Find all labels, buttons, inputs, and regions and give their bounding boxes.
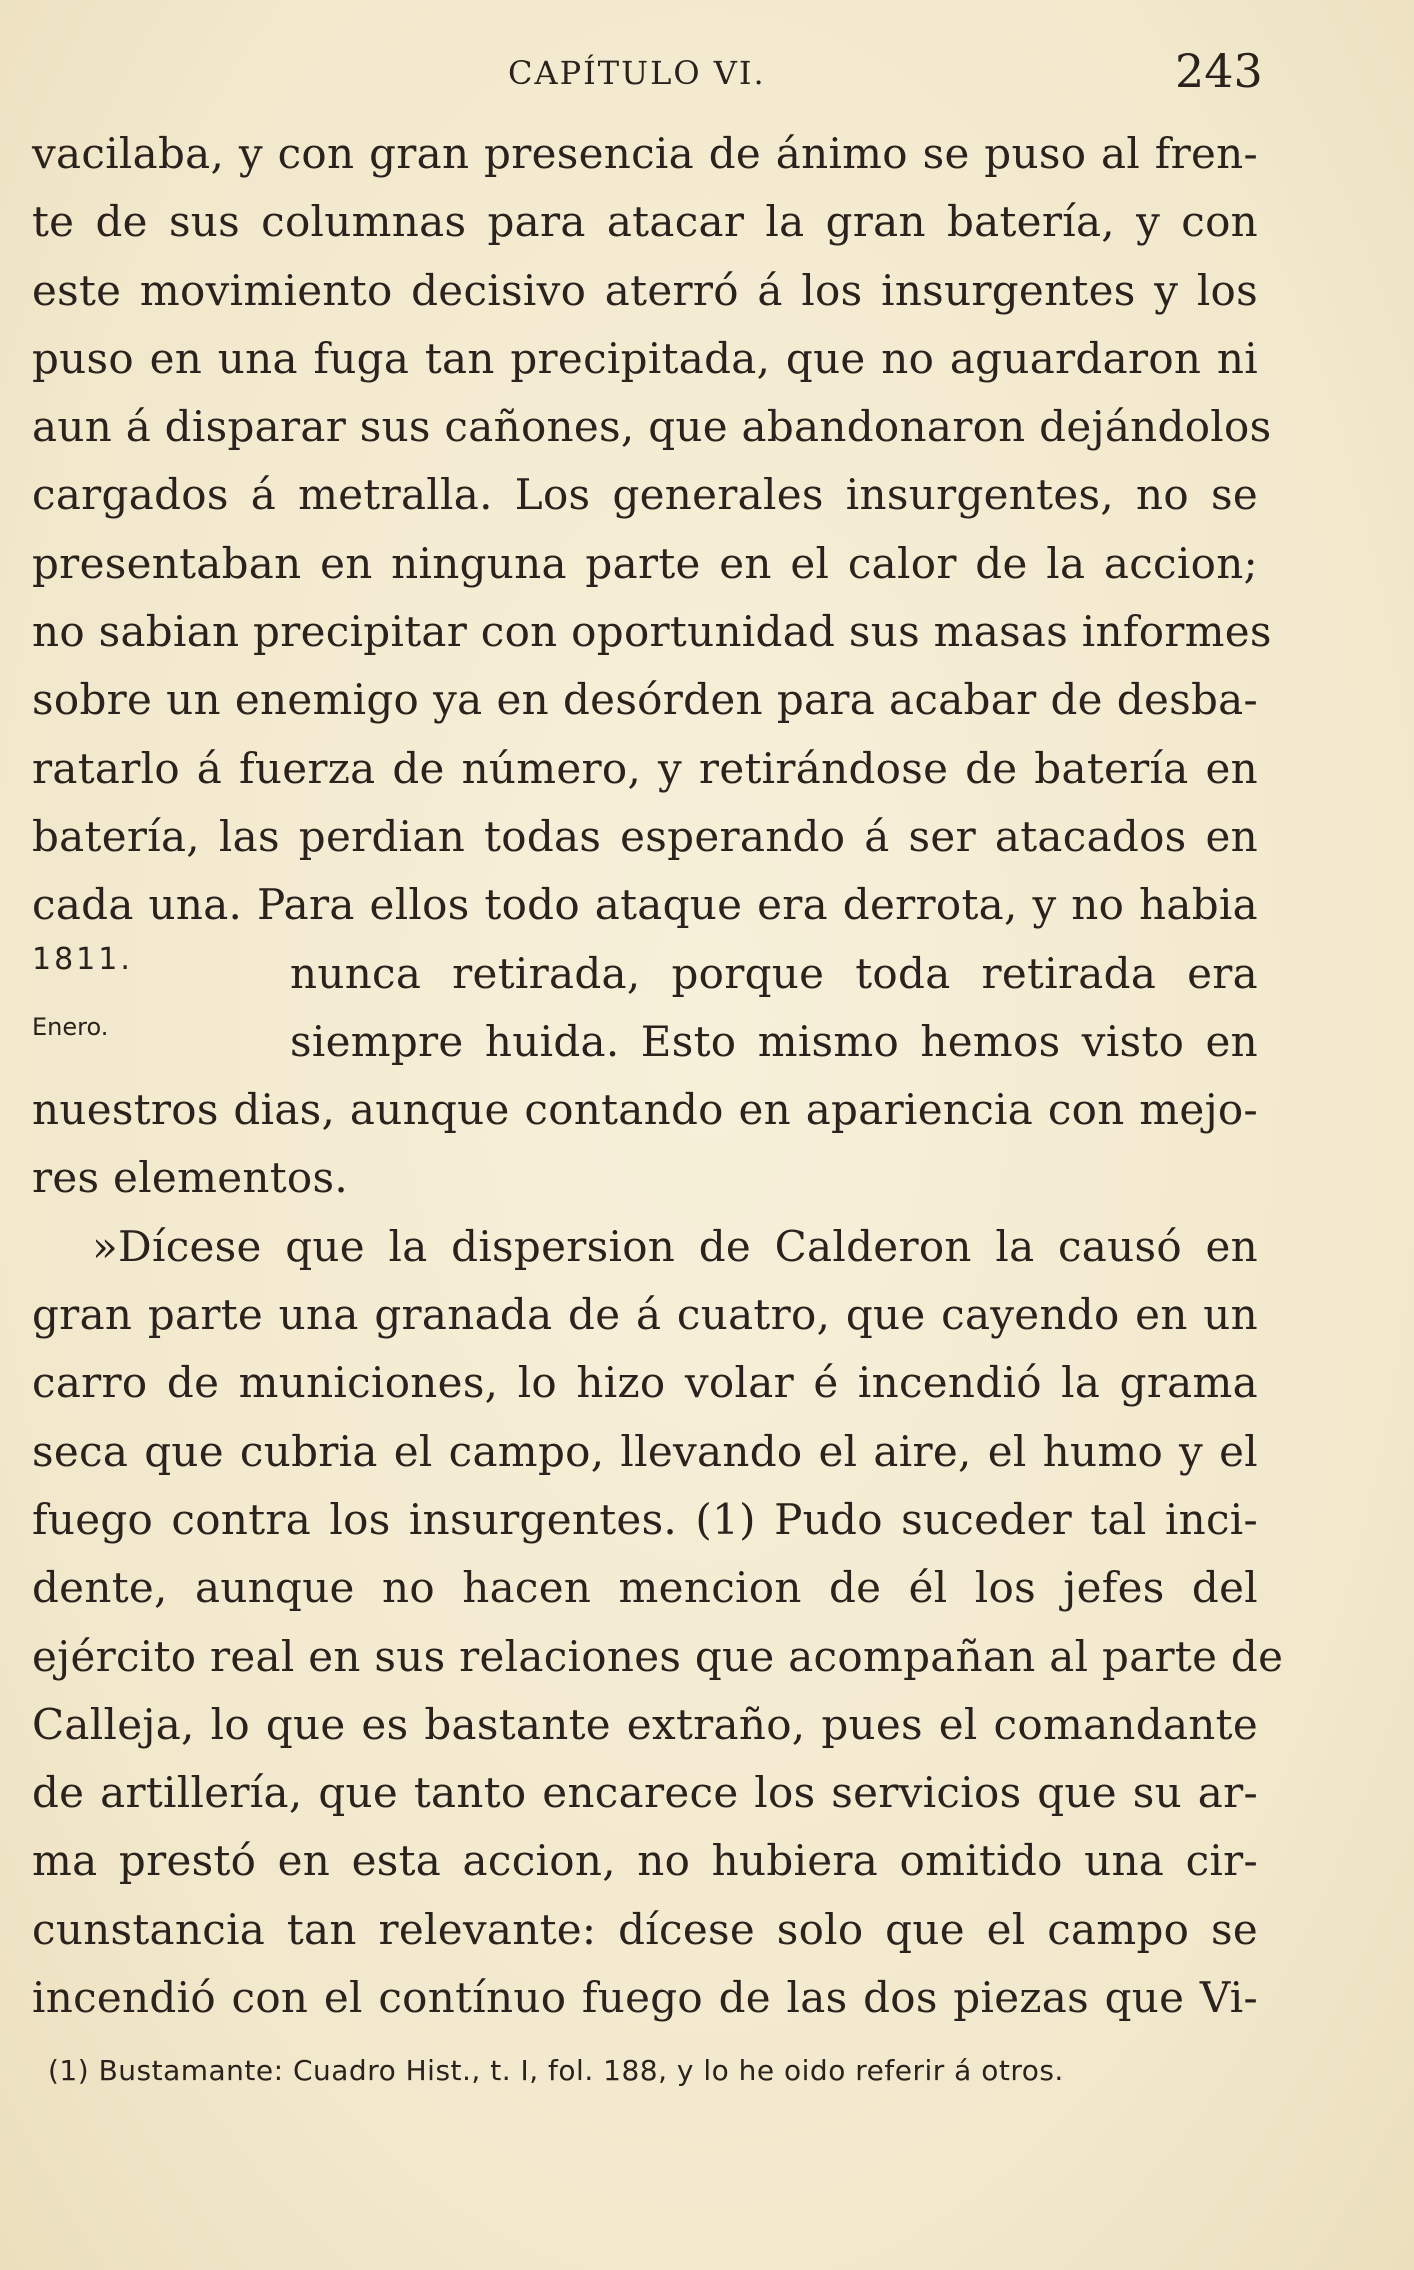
text-line: vacilaba, y con gran presencia de ánimo se puso al fren- <box>32 129 1258 178</box>
footnote: (1) Bustamante: Cuadro Hist., t. I, fol. 188, y lo he oido referir á otros. <box>48 2054 1064 2087</box>
margin-note-month: Enero. <box>32 1013 109 1041</box>
text-line: puso en una fuga tan precipitada, que no aguardaron ni <box>32 333 1258 383</box>
page-number: 243 <box>1175 44 1263 98</box>
text-line: »Dícese que la dispersion de Calderon la causó en <box>92 1221 1258 1271</box>
text-line: cargados á metralla. Los generales insurgentes, no se <box>32 470 1258 520</box>
text-line: gran parte una granada de á cuatro, que cayendo en un <box>32 1290 1258 1340</box>
text-line: nunca retirada, porque toda retirada era <box>290 948 1258 998</box>
text-line: incendió con el contínuo fuego de las dos piezas que Vi- <box>32 1973 1258 2023</box>
text-line: res elementos. <box>32 1153 348 1203</box>
text-line: cunstancia tan relevante: dícese solo que el campo se <box>32 1904 1258 1954</box>
text-line: fuego contra los insurgentes. (1) Pudo suceder tal inci- <box>32 1494 1258 1544</box>
text-line: sobre un enemigo ya en desórden para acabar de desba- <box>32 675 1258 725</box>
text-line: batería, las perdian todas esperando á ser atacados en <box>32 811 1258 861</box>
text-line: te de sus columnas para atacar la gran batería, y con <box>32 197 1258 247</box>
text-line: ratarlo á fuerza de número, y retirándose de batería en <box>32 743 1258 793</box>
text-line: no sabian precipitar con oportunidad sus masas informes <box>32 607 1272 657</box>
text-line: seca que cubria el campo, llevando el aire, el humo y el <box>32 1426 1258 1476</box>
text-line: presentaban en ninguna parte en el calor de la accion; <box>32 538 1258 588</box>
text-line: carro de municiones, lo hizo volar é incendió la grama <box>32 1358 1258 1408</box>
text-line: siempre huida. Esto mismo hemos visto en <box>290 1016 1258 1066</box>
running-head: CAPÍTULO VI. <box>508 54 766 92</box>
text-line: aun á disparar sus cañones, que abandonaron dejándolos <box>32 402 1272 452</box>
text-line: Calleja, lo que es bastante extraño, pues el comandante <box>32 1699 1258 1749</box>
page-header <box>0 42 1414 102</box>
text-line: nuestros dias, aunque contando en apariencia con mejo- <box>32 1085 1258 1135</box>
text-line: cada una. Para ellos todo ataque era derrota, y no habia <box>32 880 1258 930</box>
text-line: ma prestó en esta accion, no hubiera omitido una cir- <box>32 1836 1258 1886</box>
body-text <box>32 120 1284 2032</box>
text-line: dente, aunque no hacen mencion de él los jefes del <box>32 1563 1258 1613</box>
text-line: de artillería, que tanto encarece los servicios que su ar- <box>32 1768 1258 1818</box>
text-line: este movimiento decisivo aterró á los insurgentes y los <box>32 265 1258 315</box>
text-line: ejército real en sus relaciones que acompañan al parte de <box>32 1631 1284 1681</box>
margin-note-year: 1811. <box>32 942 133 977</box>
